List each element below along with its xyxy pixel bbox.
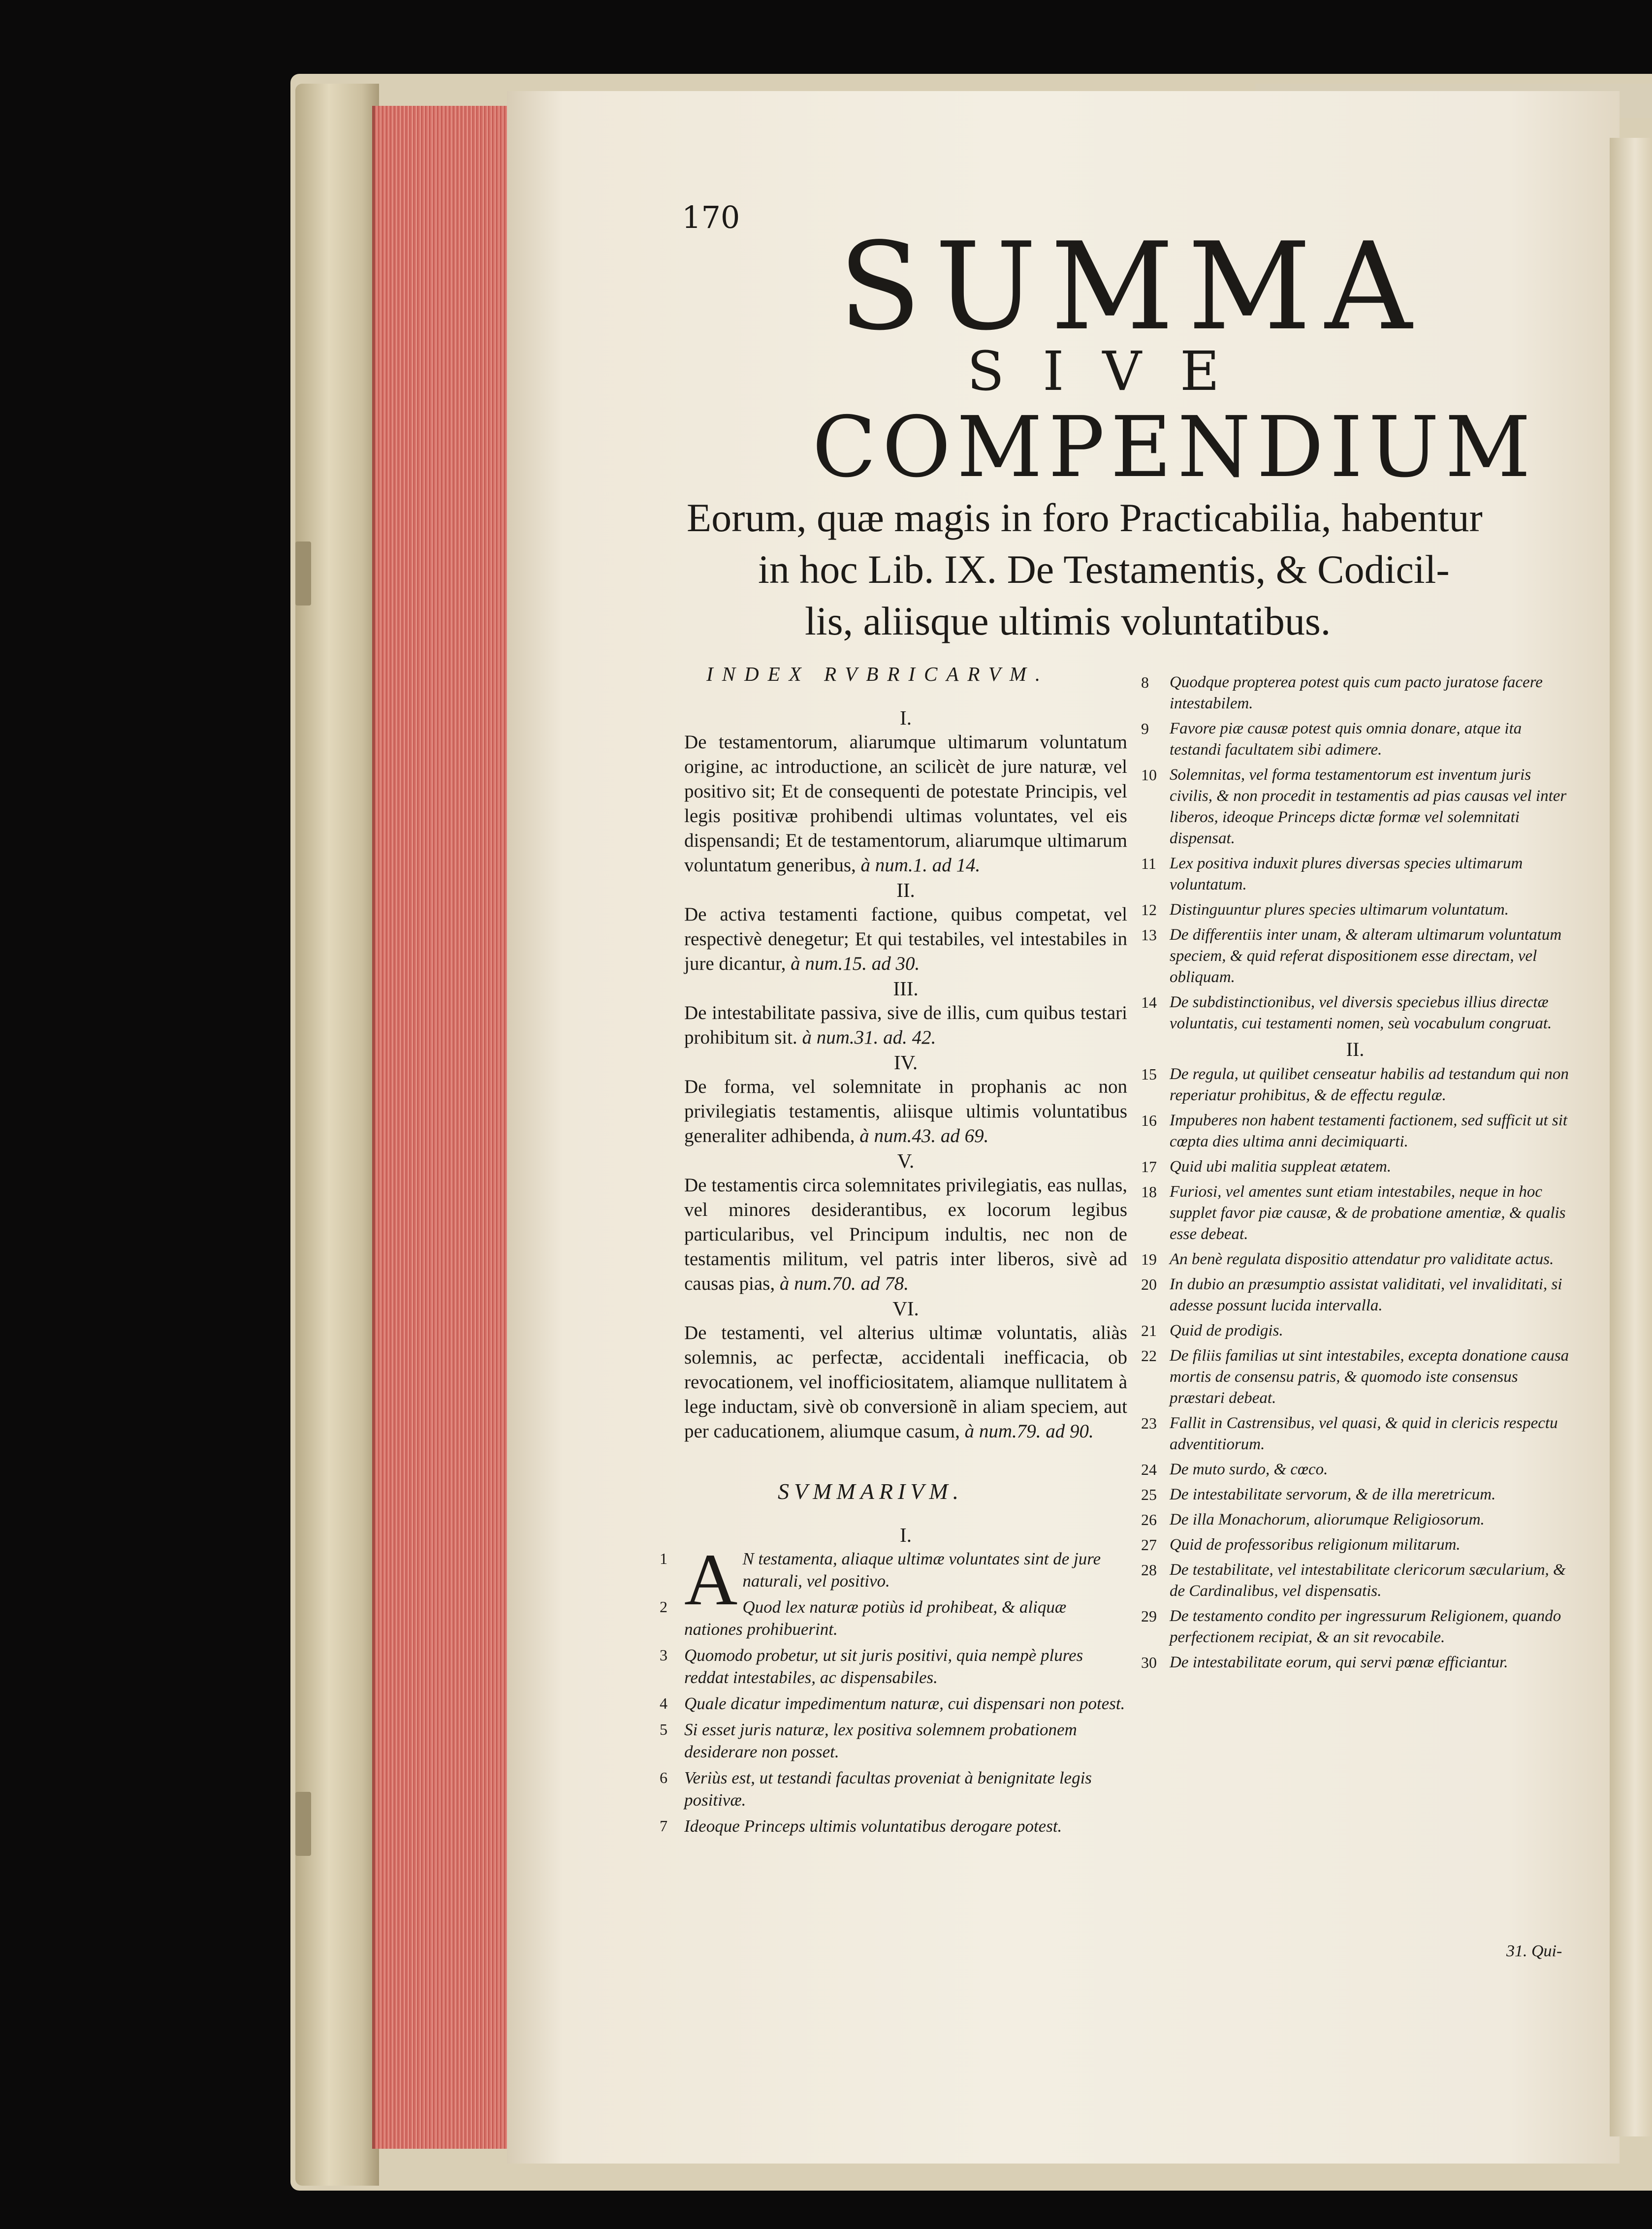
rubric-reference: à num.70. ad 78. — [779, 1273, 909, 1294]
summary-item-number: 25 — [1141, 1486, 1157, 1503]
summary-item-number: 7 — [660, 1817, 667, 1835]
summary-item-number: 18 — [1141, 1183, 1157, 1201]
summary-item — [1141, 1345, 1569, 1409]
left-column — [660, 662, 1127, 1841]
rubric-text: De activa testamenti factione, quibus competat, vel respectivè denegetur; Et qui testabiles, vel intestabiles in jure dicantur, à num.15. ad 30. — [684, 904, 1127, 974]
summary-item-text: De testamento condito per ingressurum Religionem, quando perfectionem recipiat, & an sit revocabile. — [1170, 1607, 1561, 1646]
summary-item-number: 24 — [1141, 1461, 1157, 1478]
summary-item — [1141, 1274, 1569, 1316]
summary-item-text: De filiis familias ut sint intestabiles, excepta donatione causa mortis de consensu patris, & quomodo iste consensus præstari debeat. — [1170, 1347, 1569, 1407]
summary-item-number: 12 — [1141, 901, 1157, 919]
summary-item-text: De subdistinctionibus, vel diversis speciebus illius directæ voluntatis, cui testamenti nomen, seù vocabulum congruat. — [1170, 993, 1552, 1032]
summary-item-text: Veriùs est, ut testandi facultas proveniat à benignitate legis positivæ. — [684, 1768, 1092, 1810]
summary-item — [1141, 1064, 1569, 1106]
summary-item-number: 2 — [660, 1598, 667, 1616]
summary-item-number: 23 — [1141, 1414, 1157, 1432]
summary-item-number: 17 — [1141, 1158, 1157, 1176]
rubric-text: De testamentorum, aliarumque ultimarum voluntatum origine, ac introductione, an scilicèt de jure naturæ, vel positivo sit; Et de consequenti de potestate Principis, vel legis positivæ prohibendi ultimas voluntates, vel eis dispensandi; Et de testamentorum, aliarumque ultimarum voluntatum generibus, à num.1. ad 14. — [684, 732, 1127, 876]
summary-item — [1141, 672, 1569, 714]
summary-item-number: 8 — [1141, 673, 1149, 691]
summary-item — [1141, 853, 1569, 895]
summary-item — [1141, 1534, 1569, 1556]
summary-item-number: 3 — [660, 1646, 667, 1664]
rubric-text: De testamenti, vel alterius ultimæ voluntatis, aliàs solemnis, ac perfectæ, accidentali inefficacia, ob revocationem, vel inofficiositatem, aliamque nullitatem à lege inductam, sivè ob conversionẽ in aliam speciem, aut per caducationem, aliumque casum, à num.79. ad 90. — [684, 1322, 1127, 1442]
summary-item-text: Quale dicatur impedimentum naturæ, cui dispensari non potest. — [684, 1694, 1125, 1713]
rubric-list — [684, 705, 1127, 1444]
summary-item-text: An benè regulata dispositio attendatur pro validitate actus. — [1170, 1250, 1554, 1268]
rubric-numeral: IV. — [893, 1051, 918, 1074]
summary-item — [1141, 718, 1569, 761]
summary-item — [1141, 1484, 1569, 1505]
summary-list-left — [660, 1539, 1127, 1837]
summary-item-text: Quod lex naturæ potiùs id prohibeat, & aliquæ nationes prohibuerint. — [684, 1597, 1067, 1639]
summary-item — [1141, 1249, 1569, 1270]
summary-item-number: 29 — [1141, 1607, 1157, 1625]
summary-item — [1141, 1652, 1569, 1673]
right-page-edge — [1610, 138, 1652, 2136]
summary-item — [1141, 1509, 1569, 1530]
summary-item-text: In dubio an præsumptio assistat validitati, vel invaliditati, si adesse possunt lucida intervalla. — [1170, 1275, 1562, 1314]
summary-list-right-b — [1141, 1064, 1569, 1673]
rubric-numeral: I. — [900, 706, 912, 729]
summary-item — [1141, 1560, 1569, 1602]
drop-capital: A — [684, 1539, 738, 1621]
subtitle-line-3: lis, aliisque ultimis voluntatibus. — [805, 599, 1331, 643]
summary-item — [1141, 1606, 1569, 1648]
summary-item-number: 6 — [660, 1769, 667, 1786]
summary-item-number: 9 — [1141, 720, 1149, 737]
summary-item-number: 1 — [660, 1550, 667, 1567]
summary-item-number: 20 — [1141, 1275, 1157, 1293]
rubric-numeral: II. — [896, 879, 915, 901]
summary-item-number: 14 — [1141, 993, 1157, 1011]
rubric-reference: à num.15. ad 30. — [791, 953, 920, 974]
summary-item-text: Impuberes non habent testamenti factionem, sed sufficit ut sit cœpta dies ultima anni decimiquarti. — [1170, 1112, 1568, 1150]
summary-item-number: 11 — [1141, 855, 1156, 872]
summary-item-text: De illa Monachorum, aliorumque Religiosorum. — [1170, 1511, 1485, 1528]
rubric-text: De testamentis circa solemnitates privilegiatis, eas nullas, vel minores desiderantibus, ex locorum legibus particularibus, vel Principum indultis, nec non de testamentis militum, vel patris inter liberos, sivè ad causas pias, à num.70. ad 78. — [684, 1175, 1127, 1294]
summary-item-text: Ideoque Princeps ultimis voluntatibus derogare potest. — [684, 1816, 1062, 1836]
red-page-edges — [372, 106, 518, 2149]
summary-item-number: 13 — [1141, 926, 1157, 944]
rubric-reference: à num.79. ad 90. — [964, 1421, 1094, 1442]
summary-item — [660, 1767, 1127, 1811]
summary-item-text: Quid de professoribus religionum militarum. — [1170, 1536, 1461, 1554]
index-heading: INDEX RVBRICARVM. — [706, 663, 1049, 685]
summary-item-number: 5 — [660, 1720, 667, 1738]
summary-item — [1141, 1110, 1569, 1152]
subtitle-line-2: in hoc Lib. IX. De Testamentis, & Codicil- — [758, 547, 1450, 592]
summary-item — [660, 1596, 1127, 1640]
summary-item-text: De muto surdo, & cœco. — [1170, 1461, 1328, 1478]
summary-item — [1141, 992, 1569, 1034]
summary-item-number: 27 — [1141, 1536, 1157, 1554]
summary-item-text: Furiosi, vel amentes sunt etiam intestabiles, neque in hoc supplet favor piæ causæ, & de probatione amentiæ, & qualis esse debeat. — [1170, 1183, 1566, 1243]
summary-item-text: De intestabilitate servorum, & de illa meretricum. — [1170, 1486, 1496, 1503]
summary-item — [1141, 1156, 1569, 1178]
book-binding — [295, 84, 379, 2186]
summarium-heading: SVMMARIVM. — [778, 1479, 964, 1504]
summary-item — [1141, 899, 1569, 921]
catchword: 31. Qui- — [1506, 1942, 1562, 1960]
summary-item-number: 30 — [1141, 1654, 1157, 1671]
rubric-reference: à num.1. ad 14. — [860, 855, 981, 876]
summary-item-text: Lex positiva induxit plures diversas species ultimarum voluntatum. — [1170, 855, 1523, 893]
summary-item — [660, 1815, 1127, 1837]
rubric-reference: à num.43. ad 69. — [859, 1125, 989, 1146]
summary-item-number: 16 — [1141, 1112, 1157, 1129]
summary-item-text: Quid ubi malitia suppleat ætatem. — [1170, 1158, 1392, 1176]
rubric-text: De intestabilitate passiva, sive de illis, cum quibus testari prohibitum sit. à num.31. ad. 42. — [684, 1002, 1127, 1048]
title-summa: SUMMA — [838, 217, 1426, 357]
rubric-reference: à num.31. ad. 42. — [802, 1027, 936, 1048]
summary-item — [1141, 1320, 1569, 1341]
title-compendium: COMPENDIUM — [812, 399, 1537, 496]
summary-item-text: Favore piæ causæ potest quis omnia donare, atque ita testandi facultatem sibi adimere. — [1170, 720, 1522, 759]
summary-list-right-a — [1141, 672, 1569, 1034]
summary-item — [1141, 764, 1569, 849]
binding-tie — [295, 1792, 311, 1856]
summary-item — [660, 1644, 1127, 1688]
rubric-numeral: III. — [893, 977, 919, 1000]
summary-item — [660, 1692, 1127, 1715]
binding-tie — [295, 541, 311, 605]
summary-item — [660, 1719, 1127, 1763]
summary-item-text: De testabilitate, vel intestabilitate clericorum sæcularium, & de Cardinalibus, vel dispensatis. — [1170, 1561, 1566, 1600]
summary-item — [1141, 1459, 1569, 1480]
subtitle-line-1: Eorum, quæ magis in foro Practicabilia, habentur — [687, 495, 1483, 540]
summary-item — [1141, 924, 1569, 988]
summary-item-number: 28 — [1141, 1561, 1157, 1579]
summary-item-text: Fallit in Castrensibus, vel quasi, & quid in clericis respectu adventitiorum. — [1170, 1414, 1558, 1453]
rubric-numeral: V. — [897, 1149, 915, 1172]
rubric-numeral: VI. — [892, 1297, 919, 1320]
summary-item-number: 10 — [1141, 766, 1157, 784]
summary-item-text: De intestabilitate eorum, qui servi pœnæ efficiantur. — [1170, 1654, 1508, 1671]
summary-item-number: 19 — [1141, 1250, 1157, 1268]
title-sive: SIVE — [967, 340, 1258, 403]
summary-item-text: Distinguuntur plures species ultimarum voluntatum. — [1170, 901, 1509, 919]
summary-item-text: Quomodo probetur, ut sit juris positivi, quia nempè plures reddat intestabiles, ac dispensabiles. — [684, 1646, 1083, 1687]
summarium-section-numeral: I. — [900, 1524, 912, 1546]
summary-item-text: Solemnitas, vel forma testamentorum est inventum juris civilis, & non procedit in testamentis ad pias causas vel inter liberos, ideoque Princeps dictæ formæ vel solemnitati dispensat. — [1170, 766, 1567, 847]
summary-item-number: 26 — [1141, 1511, 1157, 1528]
summary-item-number: 21 — [1141, 1322, 1157, 1339]
rubric-text: De forma, vel solemnitate in prophanis ac non privilegiatis testamentis, aliisque ultimis voluntatibus generaliter adhibenda, à num.43. ad 69. — [684, 1076, 1127, 1146]
summary-item-number: 22 — [1141, 1347, 1157, 1365]
summary-item-number: 15 — [1141, 1065, 1157, 1083]
summary-item — [1141, 1181, 1569, 1245]
right-column — [1141, 672, 1569, 1677]
summary-section-numeral-ii: II. — [1346, 1038, 1365, 1060]
summary-item-text: Si esset juris naturæ, lex positiva solemnem probationem desiderare non posset. — [684, 1720, 1077, 1761]
summary-item-number: 4 — [660, 1694, 667, 1712]
summary-item-text: N testamenta, aliaque ultimæ voluntates sint de jure naturali, vel positivo. — [742, 1549, 1101, 1591]
summary-item-text: Quid de prodigis. — [1170, 1322, 1283, 1339]
summary-item-text: De differentiis inter unam, & alteram ultimarum voluntatum speciem, & quid referat dispositionem esse directam, vel obliquam. — [1170, 926, 1562, 986]
summary-item-text: Quodque propterea potest quis cum pacto juratose facere intestabilem. — [1170, 673, 1543, 712]
summary-item — [1141, 1413, 1569, 1455]
page-number: 170 — [682, 199, 740, 235]
summary-item-text: De regula, ut quilibet censeatur habilis ad testandum qui non reperiatur prohibitus, & de effectu regulæ. — [1170, 1065, 1569, 1104]
